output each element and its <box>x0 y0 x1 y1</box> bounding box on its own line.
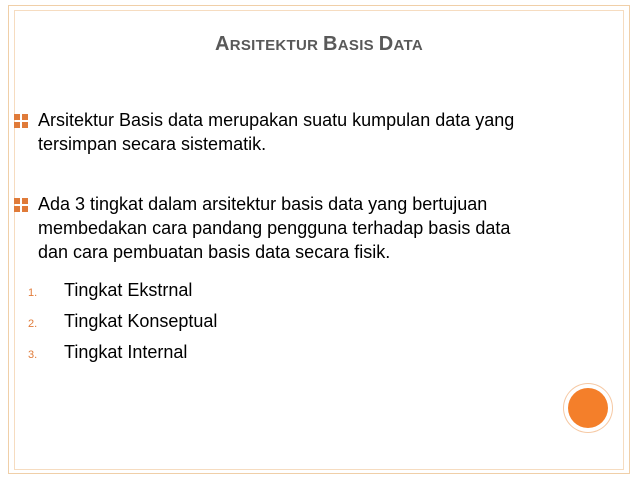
title-part-3-rest: ATA <box>393 37 424 54</box>
square-bullet-icon <box>14 195 30 213</box>
title-part-3-initial: D <box>378 33 394 55</box>
decorative-circle <box>568 388 608 428</box>
slide-title <box>0 33 638 56</box>
item-number: 3. <box>28 349 38 361</box>
bullet-line: membedakan cara pandang pengguna terhadap basis data <box>38 218 511 238</box>
item-label: Tingkat Internal <box>64 342 188 362</box>
square-bullet-icon <box>14 111 30 129</box>
item-label: Tingkat Konseptual <box>64 311 218 331</box>
bullet-line: tersimpan secara sistematik. <box>38 134 267 154</box>
item-number: 1. <box>28 287 38 299</box>
bullet-line: Arsitektur Basis data merupakan suatu kumpulan data yang <box>38 110 515 130</box>
item-label: Tingkat Ekstrnal <box>64 280 193 300</box>
bullet-line: dan cara pembuatan basis data secara fisik. <box>38 242 391 262</box>
title-part-2-rest: ASIS <box>337 37 374 54</box>
title-part-1-rest: RSITEKTUR <box>229 37 319 54</box>
title-part-1-initial: A <box>214 33 230 55</box>
title-part-2-initial: B <box>323 33 338 55</box>
item-number: 2. <box>28 318 38 330</box>
bullet-line: Ada 3 tingkat dalam arsitektur basis data yang bertujuan <box>38 194 488 214</box>
